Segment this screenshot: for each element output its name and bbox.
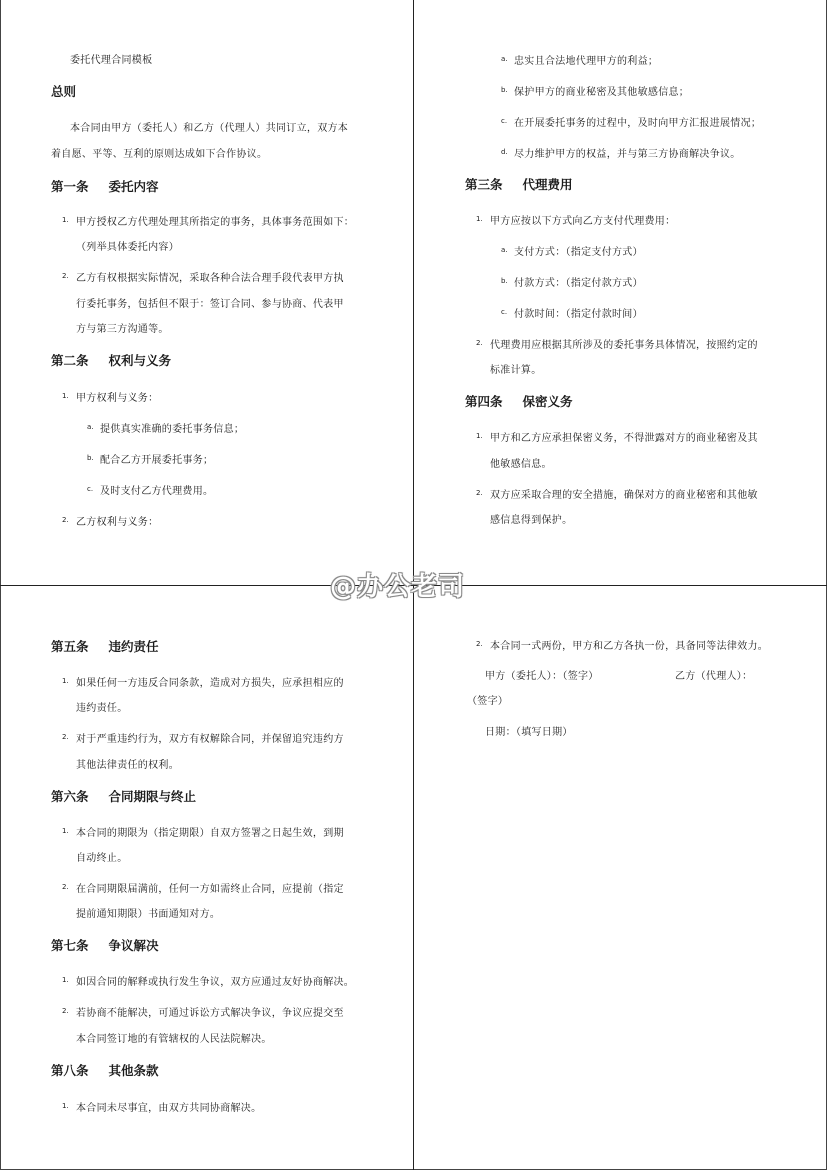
subitem-marker: b.: [87, 454, 94, 462]
article-3-heading: [465, 175, 573, 193]
article-8-item-1: 本合同未尽事宜，由双方共同协商解决。: [76, 1103, 262, 1114]
subitem-marker: d.: [501, 148, 508, 156]
item-marker: 1.: [62, 677, 69, 685]
item-marker: 1.: [62, 827, 69, 835]
article-3-item-2-line-1: 代理费用应根据其所涉及的委托事务具体情况，按照约定的: [490, 340, 758, 351]
article-number: 第五条: [51, 639, 89, 654]
article-3-item-1-b: 付款方式：（指定付款方式）: [514, 278, 643, 289]
article-8-item-2: 本合同一式两份，甲方和乙方各执一份，具备同等法律效力。: [490, 641, 769, 652]
article-1-item-2-line-3: 方与第三方沟通等。: [76, 324, 169, 335]
article-5-item-2-line-1: 对于严重违约行为，双方有权解除合同，并保留追究违约方: [76, 734, 344, 745]
general-paragraph-line-2: 着自愿、平等、互利的原则达成如下合作协议。: [51, 149, 268, 160]
item-marker: 2.: [62, 272, 69, 280]
article-5-item-1-line-1: 如果任何一方违反合同条款，造成对方损失，应承担相应的: [76, 678, 344, 689]
article-5-item-2-line-2: 其他法律责任的权利。: [76, 760, 179, 771]
subitem-marker: c.: [501, 117, 508, 125]
article-2-item-2-a: 忠实且合法地代理甲方的利益；: [514, 56, 659, 67]
article-1-item-2-line-1: 乙方有权根据实际情况，采取各种合法合理手段代表甲方执: [76, 273, 344, 284]
article-number: 第六条: [51, 789, 89, 804]
party-b-signature-line: 乙方（代理人）：: [675, 671, 753, 682]
article-number: 第四条: [465, 394, 503, 409]
article-3-item-2-line-2: 标准计算。: [490, 365, 542, 376]
article-5-heading: [51, 637, 159, 655]
article-2-item-2-c: 在开展委托事务的过程中，及时向甲方汇报进展情况；: [514, 118, 762, 129]
article-title: 违约责任: [108, 639, 159, 654]
article-1-item-1-line-2: （列举具体委托内容）: [76, 242, 179, 253]
article-title: 代理费用: [522, 177, 573, 192]
general-heading: 总则: [51, 84, 77, 99]
article-3-item-1-c: 付款时间：（指定付款时间）: [514, 309, 643, 320]
article-4-item-2-line-2: 感信息得到保护。: [490, 515, 573, 526]
article-2-item-1-b: 配合乙方开展委托事务；: [100, 455, 214, 466]
article-title: 争议解决: [108, 938, 159, 953]
article-number: 第七条: [51, 938, 89, 953]
article-6-item-2-line-1: 在合同期限届满前，任何一方如需终止合同，应提前（指定: [76, 884, 344, 895]
subitem-marker: a.: [501, 246, 508, 254]
article-2-item-2: 乙方权利与义务：: [76, 517, 159, 528]
article-1-item-1-line-1: 甲方授权乙方代理处理其所指定的事务，具体事务范围如下：: [76, 217, 355, 228]
item-marker: 1.: [62, 216, 69, 224]
article-1-item-2-line-2: 行委托事务，包括但不限于：签订合同、参与协商、代表甲: [76, 299, 344, 310]
article-4-heading: [465, 392, 573, 410]
article-5-item-1-line-2: 违约责任。: [76, 703, 128, 714]
article-6-item-1-line-1: 本合同的期限为（指定期限）自双方签署之日起生效，到期: [76, 828, 344, 839]
document-title: 委托代理合同模板: [70, 55, 153, 66]
date-line: 日期：（填写日期）: [485, 727, 573, 738]
article-title: 委托内容: [108, 179, 159, 194]
item-marker: 1.: [476, 215, 483, 223]
article-title: 保密义务: [522, 394, 573, 409]
article-7-heading: [51, 936, 159, 954]
article-3-item-1-a: 支付方式：（指定支付方式）: [514, 247, 643, 258]
subitem-marker: b.: [501, 86, 508, 94]
article-number: 第八条: [51, 1063, 89, 1078]
subitem-marker: c.: [87, 485, 94, 493]
article-title: 其他条款: [108, 1063, 159, 1078]
article-6-item-1-line-2: 自动终止。: [76, 853, 128, 864]
article-7-item-1: 如因合同的解释或执行发生争议，双方应通过友好协商解决。: [76, 977, 355, 988]
article-4-item-1-line-2: 他敏感信息。: [490, 459, 552, 470]
article-4-item-2-line-1: 双方应采取合理的安全措施，确保对方的商业秘密和其他敏: [490, 490, 758, 501]
item-marker: 2.: [476, 489, 483, 497]
article-2-heading: [51, 351, 171, 369]
general-paragraph-line-1: 本合同由甲方（委托人）和乙方（代理人）共同订立，双方本: [70, 123, 349, 134]
article-6-heading: [51, 787, 196, 805]
article-number: 第一条: [51, 179, 89, 194]
item-marker: 2.: [476, 339, 483, 347]
party-b-signature: （签字）: [467, 696, 509, 707]
article-number: 第三条: [465, 177, 503, 192]
article-6-item-2-line-2: 提前通知期限）书面通知对方。: [76, 909, 221, 920]
item-marker: 2.: [62, 516, 69, 524]
article-title: 权利与义务: [108, 353, 172, 368]
subitem-marker: c.: [501, 308, 508, 316]
article-4-item-1-line-1: 甲方和乙方应承担保密义务，不得泄露对方的商业秘密及其: [490, 433, 758, 444]
item-marker: 2.: [62, 1007, 69, 1015]
article-2-item-1: 甲方权利与义务：: [76, 393, 159, 404]
article-3-item-1: 甲方应按以下方式向乙方支付代理费用：: [490, 216, 676, 227]
article-number: 第二条: [51, 353, 89, 368]
article-7-item-2-line-1: 若协商不能解决，可通过诉讼方式解决争议，争议应提交至: [76, 1008, 344, 1019]
subitem-marker: b.: [501, 277, 508, 285]
article-2-item-1-a: 提供真实准确的委托事务信息；: [100, 424, 245, 435]
article-2-item-2-d: 尽力维护甲方的权益，并与第三方协商解决争议。: [514, 149, 741, 160]
article-7-item-2-line-2: 本合同签订地的有管辖权的人民法院解决。: [76, 1034, 272, 1045]
article-2-item-1-c: 及时支付乙方代理费用。: [100, 486, 214, 497]
item-marker: 1.: [62, 976, 69, 984]
article-2-item-2-b: 保护甲方的商业秘密及其他敏感信息；: [514, 87, 690, 98]
item-marker: 1.: [62, 1102, 69, 1110]
item-marker: 1.: [476, 432, 483, 440]
subitem-marker: a.: [87, 423, 94, 431]
item-marker: 1.: [62, 392, 69, 400]
subitem-marker: a.: [501, 55, 508, 63]
item-marker: 2.: [476, 640, 483, 648]
article-8-heading: [51, 1061, 159, 1079]
item-marker: 2.: [62, 733, 69, 741]
item-marker: 2.: [62, 883, 69, 891]
article-1-heading: [51, 177, 159, 195]
article-title: 合同期限与终止: [108, 789, 197, 804]
party-a-signature-line: 甲方（委托人）：（签字）: [485, 671, 599, 682]
watermark: @办公老司: [330, 572, 466, 602]
